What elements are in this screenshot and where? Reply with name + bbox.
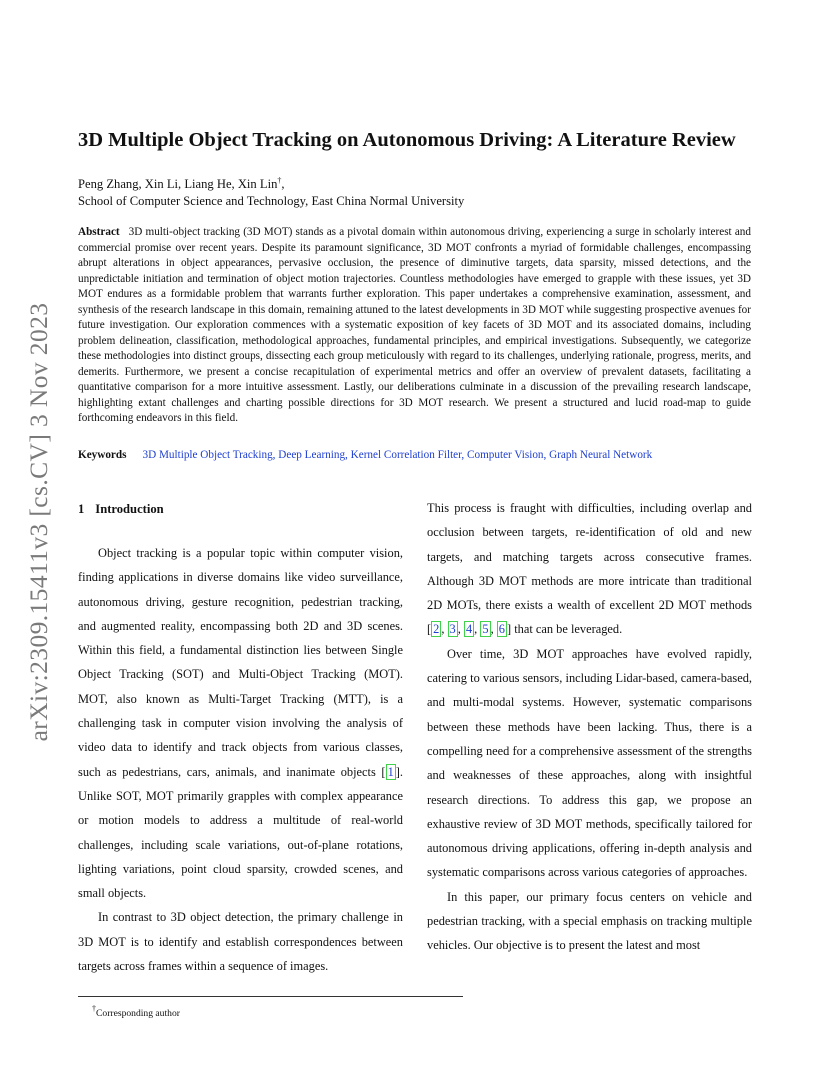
intro-paragraph-1 (78, 541, 403, 905)
footnote-mark: † (92, 1004, 96, 1013)
footnote-text: Corresponding author (96, 1008, 180, 1019)
keywords-list[interactable]: 3D Multiple Object Tracking, Deep Learning, Kernel Correlation Filter, Computer Vision, Graph Neural Network (142, 449, 653, 461)
paper-title: 3D Multiple Object Tracking on Autonomous Driving: A Literature Review (78, 129, 736, 151)
section-heading (78, 501, 164, 518)
keywords-label: Keywords (78, 449, 127, 461)
author-list (78, 176, 285, 193)
citation-link[interactable]: 1 (387, 764, 394, 779)
abstract-label: Abstract (78, 226, 120, 238)
corresponding-mark: † (277, 176, 282, 185)
intro-paragraph-1-text-b: ]. Unlike SOT, MOT primarily grapples with complex appearance or motion models to address a multitude of real-world challenges, including scale variations, out-of-plane rotations, lighting variations, point cloud sparsity, crowded scenes, and small objects. (78, 764, 403, 901)
intro-paragraph-3: This process is fraught with difficulties, including overlap and occlusion between targets, re-identification of old and new targets, and matching targets across consecutive frames. Although 3D MOT methods are more intricate than traditional 2D MOTs, there exists a wealth of excellent 2D MOT methods [ 2 , 3 , 4 , 5 , 6 ] that can be leveraged. (427, 501, 752, 637)
intro-paragraph-2: In contrast to 3D object detection, the primary challenge in 3D MOT is to identify and establish correspondences between targets across frames within a sequence of images. (78, 910, 403, 974)
left-column (78, 541, 403, 978)
citation-link[interactable]: 4 (465, 622, 473, 637)
footnote-rule (78, 996, 463, 997)
arxiv-identifier: arXiv:2309.15411v3 [cs.CV] 3 Nov 2023 (24, 302, 53, 742)
citation-link[interactable]: 2 (433, 622, 440, 637)
intro-paragraph-4: Over time, 3D MOT approaches have evolved rapidly, catering to various sensors, including Lidar-based, camera-based, and multi-modal systems. However, systematic comparisons between these methods have been lacking. Thus, there is a compelling need for a comprehensive assessment of the strengths and weaknesses of these approaches, along with insightful research directions. To address this gap, we propose an exhaustive review of 3D MOT methods, specifically tailored for autonomous driving applications, offering in-depth analysis and systematic comparisons across various categories of approaches. (427, 646, 752, 880)
citation-link[interactable]: 5 (482, 622, 489, 637)
section-number: 1 (78, 502, 85, 516)
author-names: Peng Zhang, Xin Li, Liang He, Xin Lin (78, 177, 278, 191)
intro-paragraph-5: In this paper, our primary focus centers on vehicle and pedestrian tracking, with a special emphasis on tracking multiple vehicles. Our objective is to present the latest and most (427, 889, 752, 953)
keywords (78, 448, 652, 463)
abstract-text: 3D multi-object tracking (3D MOT) stands as a pivotal domain within autonomous driving, experiencing a surge in scholarly interest and commercial promise over recent years. Despite its paramount significance, 3D MOT confronts a myriad of formidable challenges, encompassing abrupt alterations in object appearances, pervasive occlusion, the presence of diminutive targets, data sparsity, missed detections, and the unpredictable initiation and termination of object motion trajectories. Countless methodologies have emerged to grapple with these issues, yet 3D MOT endures as a formidable problem that warrants further exploration. This paper undertakes a comprehensive examination, assessment, and synthesis of the research landscape in this domain, remaining attuned to the latest developments in 3D MOT while suggesting prospective avenues for future investigation. Our exploration commences with a systematic exposition of key facets of 3D MOT and its associated domains, including problem delineation, classification, methodological approaches, fundamental principles, and empirical investigations. Subsequently, we categorize these methodologies into distinct groups, dissecting each group meticulously with regard to its challenges, underlying rationale, progress, merits, and demerits. Furthermore, we present a concise recapitulation of experimental metrics and offer an overview of prevalent datasets, facilitating a quantitative comparison for a more intuitive assessment. Lastly, our deliberations culminate in a discussion of the prevailing research landscape, highlighting extant challenges and charting possible directions for 3D MOT research. We present a structured and lucid road-map to guide forthcoming endeavors in this field. (78, 226, 751, 424)
right-column (427, 496, 752, 958)
citation-link[interactable]: 6 (498, 622, 505, 637)
affiliation: School of Computer Science and Technology, East China Normal University (78, 194, 465, 208)
intro-paragraph-3-text-a: This process is fraught with difficulties, including overlap and occlusion between targets, re-identification of old and new targets, and matching targets across consecutive frames. Although 3D MOT methods are more intricate than traditional 2D MOTs, there exists a wealth of excellent 2D MOT methods [ (427, 501, 752, 637)
intro-paragraph-1-text-a: Object tracking is a popular topic within computer vision, finding applications in diverse domains like video surveillance, autonomous driving, gesture recognition, pedestrian tracking, and augmented reality, encompassing both 2D and 3D scenes. Within this field, a fundamental distinction lies between Single Object Tracking (SOT) and Multi-Object Tracking (MOT). MOT, also known as Multi-Target Tracking (MTT), is a challenging task in computer vision involving the analysis of video data to identify and track objects from various classes, such as pedestrians, cars, animals, and inanimate objects [ (78, 546, 403, 779)
author-list-tail: , (281, 177, 285, 191)
intro-paragraph-3-text-b: ] that can be leveraged. (506, 622, 623, 637)
arxiv-watermark (22, 287, 56, 757)
section-title: Introduction (95, 502, 164, 516)
footnote (92, 1004, 180, 1020)
abstract (78, 225, 751, 427)
citation-link[interactable]: 3 (449, 622, 456, 637)
